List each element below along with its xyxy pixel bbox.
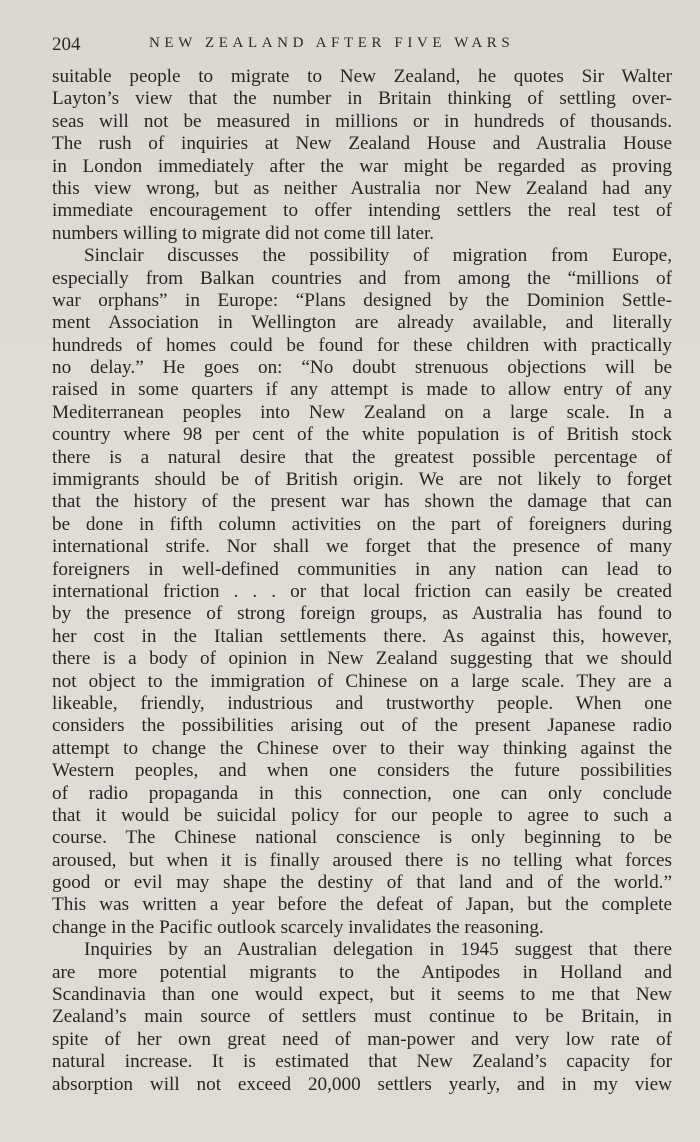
text-line: war orphans” in Europe: “Plans designed by the Dominion Settle- bbox=[52, 289, 672, 311]
text-line: numbers willing to migrate did not come till later. bbox=[52, 222, 435, 244]
text-line: her cost in the Italian settlements there. As against this, however, bbox=[52, 625, 672, 647]
text-line: immigrants should be of British origin. We are not likely to forget bbox=[52, 469, 672, 491]
text-line: foreigners in well-defined communities in any nation can lead to bbox=[52, 558, 672, 580]
text-line: absorption will not exceed 20,000 settlers yearly, and in my view bbox=[52, 1073, 672, 1095]
text-line: are more potential migrants to the Antipodes in Holland and bbox=[52, 961, 672, 983]
text-line: spite of her own great need of man-power and very low rate of bbox=[52, 1028, 672, 1050]
text-line: immediate encouragement to offer intending settlers the real test of bbox=[52, 200, 672, 222]
text-line: course. The Chinese national conscience is only beginning to be bbox=[52, 827, 672, 849]
text-line: country where 98 per cent of the white population is of British stock bbox=[52, 424, 672, 446]
text-line: Mediterranean peoples into New Zealand on a large scale. In a bbox=[52, 401, 672, 423]
text-line: especially from Balkan countries and from among the “millions of bbox=[52, 267, 672, 289]
text-line: Zealand’s main source of settlers must continue to be Britain, in bbox=[52, 1006, 672, 1028]
running-head: NEW ZEALAND AFTER FIVE WARS bbox=[149, 35, 515, 51]
text-line: of radio propaganda in this connection, one can only conclude bbox=[52, 782, 672, 804]
text-line: Layton’s view that the number in Britain thinking of settling over- bbox=[52, 88, 672, 110]
text-line: change in the Pacific outlook scarcely invalidates the reasoning. bbox=[52, 916, 544, 938]
text-line: Sinclair discusses the possibility of migration from Europe, bbox=[84, 245, 672, 267]
text-line: that it would be suicidal policy for our people to agree to such a bbox=[52, 804, 672, 826]
text-line: attempt to change the Chinese over to their way thinking against the bbox=[52, 737, 672, 759]
page-header bbox=[52, 34, 672, 60]
text-line: international friction . . . or that local friction can easily be created bbox=[52, 580, 672, 602]
text-line: likeable, friendly, industrious and trustworthy people. When one bbox=[52, 692, 672, 714]
text-line: good or evil may shape the destiny of that land and of the world.” bbox=[52, 872, 672, 894]
body-text bbox=[52, 66, 672, 1096]
text-line: suitable people to migrate to New Zealand, he quotes Sir Walter bbox=[52, 66, 672, 87]
text-line: aroused, but when it is finally aroused there is no telling what forces bbox=[52, 849, 672, 871]
text-line: no delay.” He goes on: “No doubt strenuous objections will be bbox=[52, 357, 672, 379]
text-line: there is a natural desire that the greatest possible percentage of bbox=[52, 446, 672, 468]
text-line: Scandinavia than one would expect, but it seems to me that New bbox=[52, 984, 672, 1006]
text-line: natural increase. It is estimated that New Zealand’s capacity for bbox=[52, 1051, 672, 1073]
text-line: this view wrong, but as neither Australia nor New Zealand had any bbox=[52, 177, 672, 199]
text-line: in London immediately after the war might be regarded as proving bbox=[52, 155, 672, 177]
text-line: not object to the immigration of Chinese on a large scale. They are a bbox=[52, 670, 672, 692]
text-line: ment Association in Wellington are already available, and literally bbox=[52, 312, 672, 334]
text-line: international strife. Nor shall we forget that the presence of many bbox=[52, 536, 672, 558]
text-line: hundreds of homes could be found for these children with practically bbox=[52, 334, 672, 356]
text-line: seas will not be measured in millions or in hundreds of thousands. bbox=[52, 110, 672, 132]
text-line: that the history of the present war has shown the damage that can bbox=[52, 491, 672, 513]
text-line: by the presence of strong foreign groups, as Australia has found to bbox=[52, 603, 672, 625]
text-line: Inquiries by an Australian delegation in 1945 suggest that there bbox=[84, 939, 672, 961]
text-line: This was written a year before the defeat of Japan, but the complete bbox=[52, 894, 672, 916]
page-number: 204 bbox=[52, 34, 81, 55]
text-line: raised in some quarters if any attempt is made to allow entry of any bbox=[52, 379, 672, 401]
text-line: The rush of inquiries at New Zealand House and Australia House bbox=[52, 133, 672, 155]
text-line: considers the possibilities arising out of the present Japanese radio bbox=[52, 715, 672, 737]
text-line: Western peoples, and when one considers the future possibilities bbox=[52, 760, 672, 782]
text-line: there is a body of opinion in New Zealand suggesting that we should bbox=[52, 648, 672, 670]
text-line: be done in fifth column activities on the part of foreigners during bbox=[52, 513, 672, 535]
